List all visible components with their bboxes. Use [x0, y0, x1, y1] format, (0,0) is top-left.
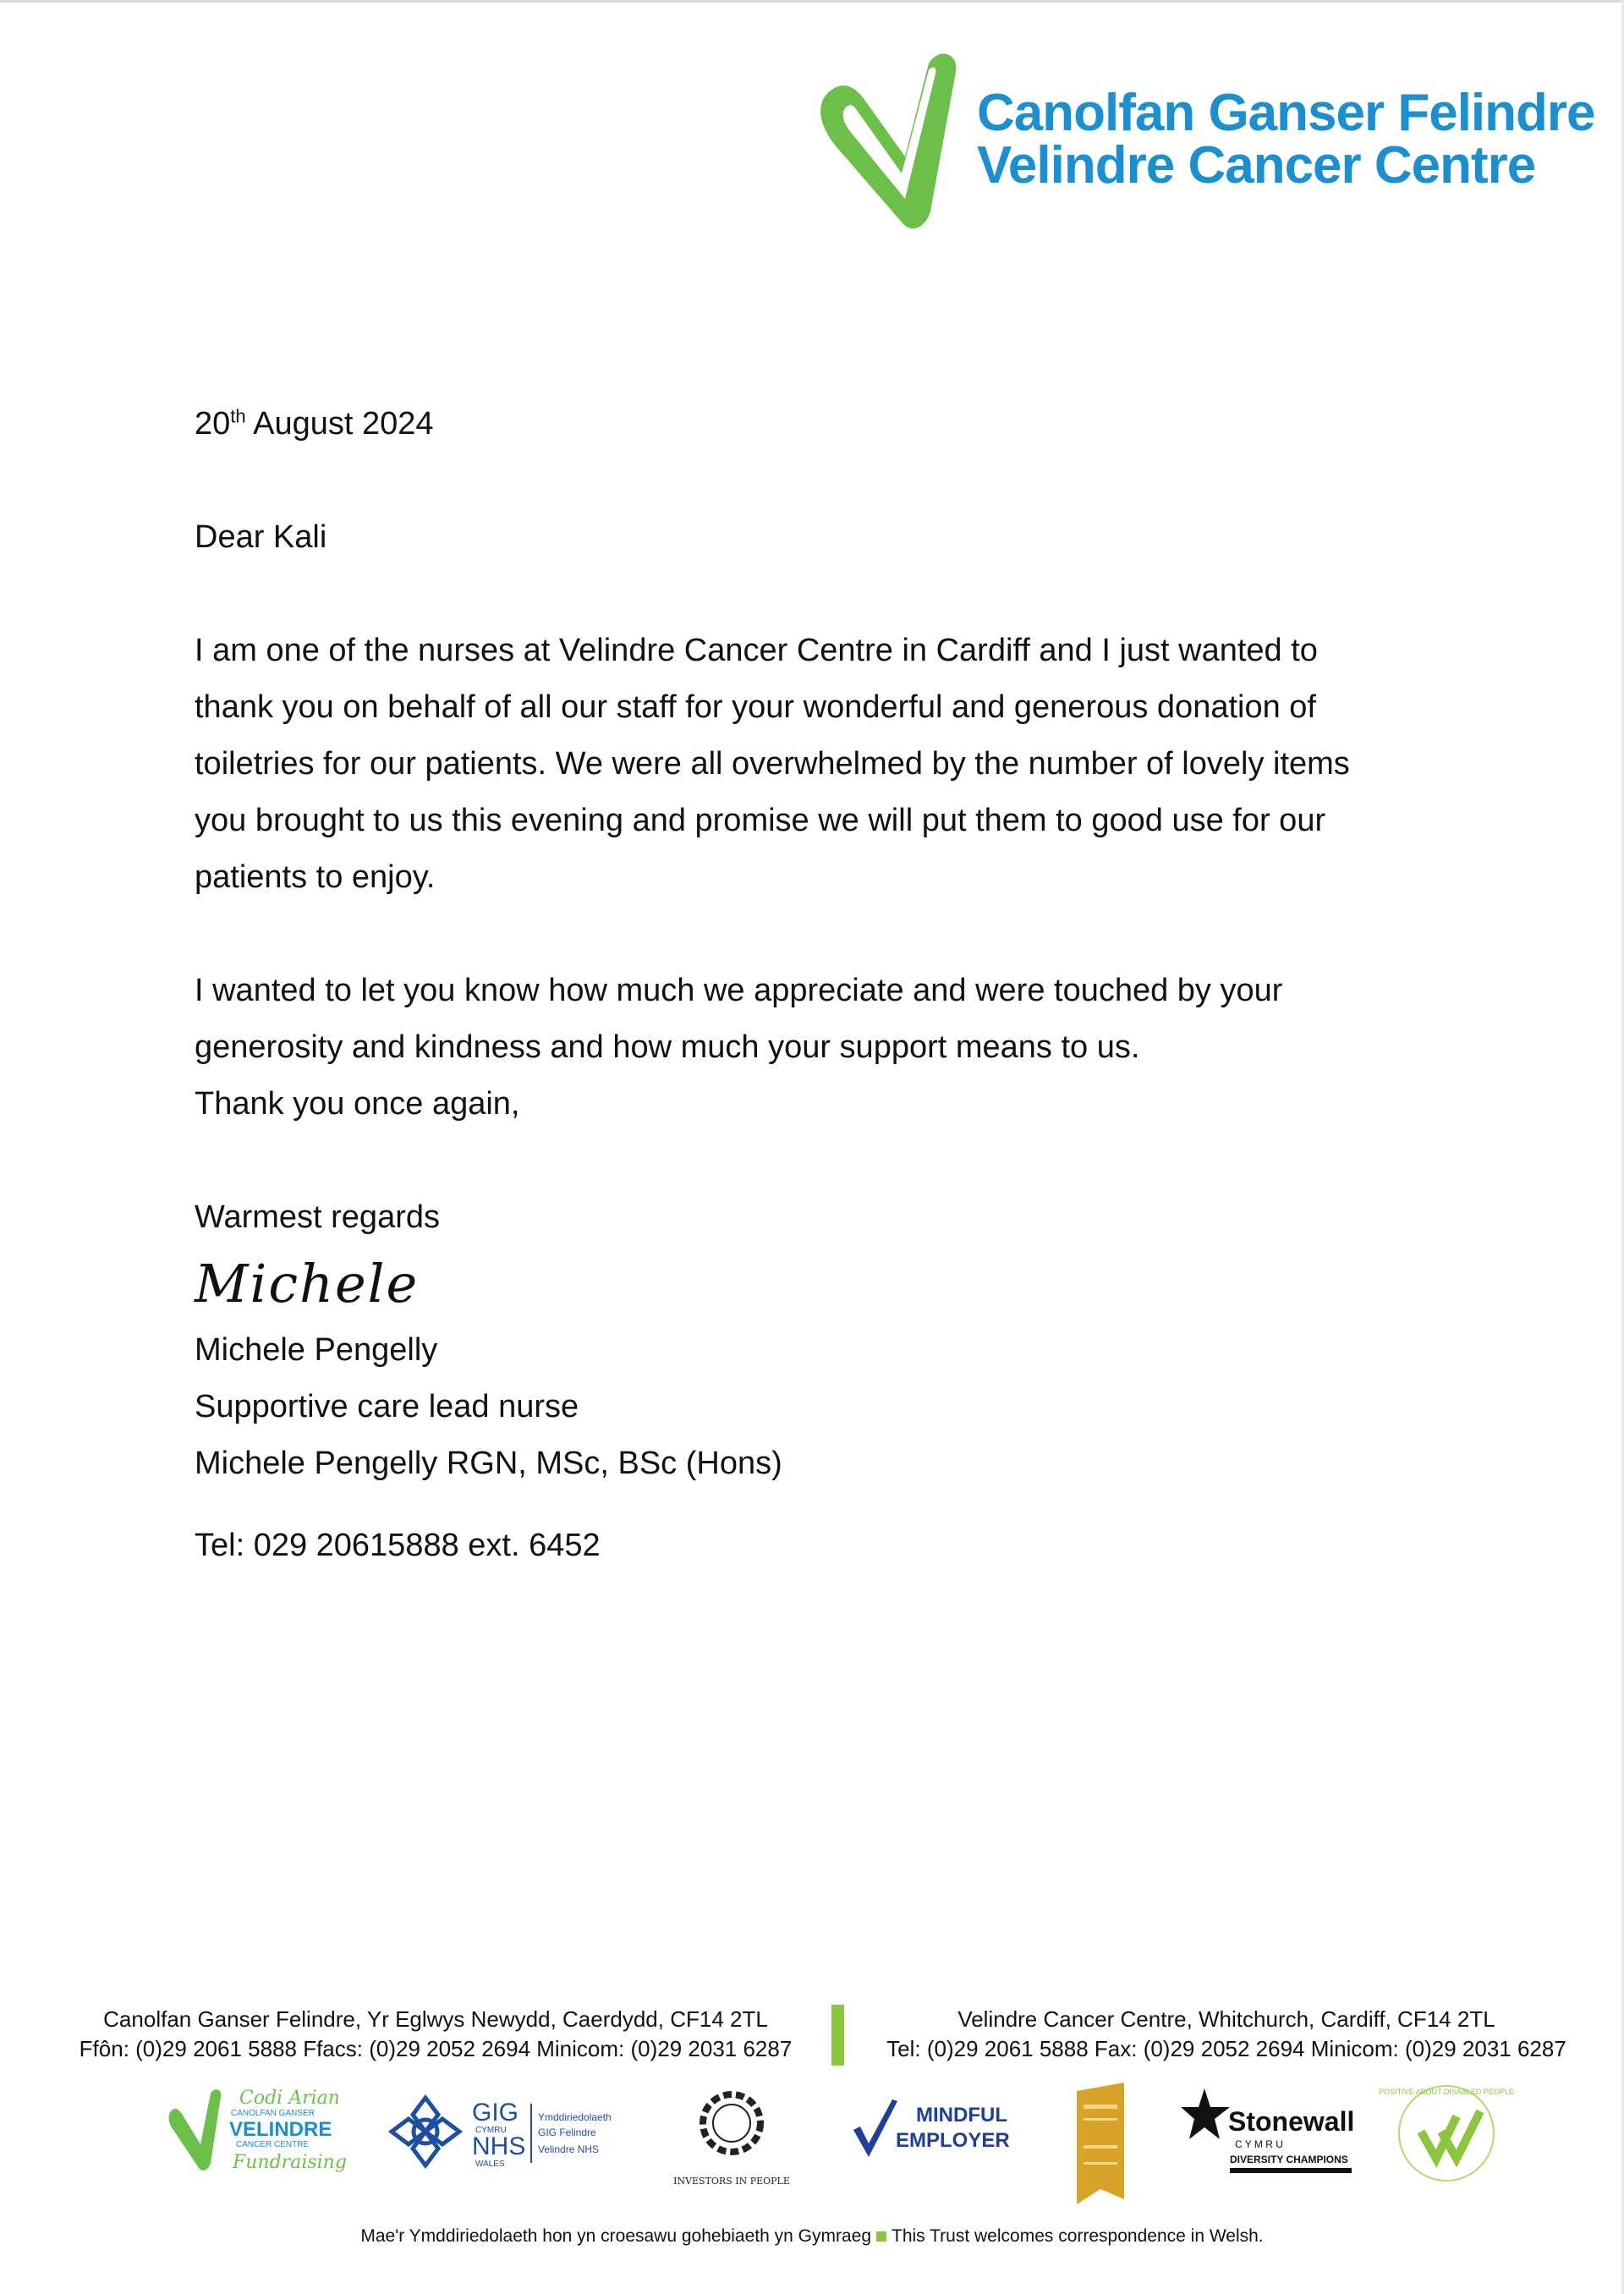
stonewall-star-icon — [1182, 2085, 1360, 2187]
fundraising-bottom-text: Fundraising — [233, 2152, 347, 2173]
accreditation-logos — [0, 2081, 1624, 2208]
page-top-border — [0, 0, 1624, 3]
salutation: Dear Kali — [195, 519, 327, 555]
velindre-logo — [812, 38, 1599, 241]
stonewall-cymru-text: C Y M R U — [1235, 2138, 1283, 2150]
signer-credentials: Michele Pengelly RGN, MSc, BSc (Hons) — [195, 1446, 782, 1481]
paragraph-appreciation-line2: generosity and kindness and how much your support means to us. — [195, 1029, 1140, 1065]
mindful-line2: EMPLOYER — [896, 2129, 1010, 2152]
english-phones: Tel: (0)29 2061 5888 Fax: (0)29 2052 2694 Minicom: (0)29 2031 6287 — [886, 2036, 1566, 2061]
signature: Michele — [195, 1253, 420, 1314]
letter-date — [195, 396, 1421, 453]
nhs-wales-text: WALES — [475, 2160, 505, 2169]
stonewall-text: Stonewall — [1228, 2106, 1355, 2137]
stonewall-dc-text: DIVERSITY CHAMPIONS — [1230, 2154, 1348, 2165]
fundraising-sub2-text: CANCER CENTRE — [236, 2140, 310, 2149]
correspondence-statement — [0, 2226, 1624, 2247]
signer-role: Supportive care lead nurse — [195, 1389, 579, 1424]
nhs-cymru-text: CYMRU — [475, 2126, 507, 2135]
logo-welsh-name: Canolfan Ganser Felindre — [977, 84, 1595, 142]
letter-body — [195, 396, 1421, 1574]
date-month-year: August 2024 — [245, 406, 434, 442]
paragraph-thanks: I am one of the nurses at Velindre Cancer Centre in Cardiff and I just wanted to thank you on behalf of all our staff for your wonderful and generous donation of toiletries for our patients. We were all overwhelmed by the number of lovely items you brought to us this evening and promise we will put them to good use for our patients to enjoy. — [195, 633, 1350, 895]
footer-welsh-contact — [63, 2005, 808, 2064]
fundraising-main-text: VELINDRE — [229, 2118, 332, 2141]
gold-award-logo — [1070, 2081, 1131, 2206]
english-address: Velindre Cancer Centre, Whitchurch, Cardiff, CF14 2TL — [957, 2006, 1495, 2032]
investors-text: INVESTORS IN PEOPLE — [673, 2176, 790, 2187]
mindful-employer-logo — [850, 2096, 1019, 2164]
fundraising-logo — [165, 2085, 347, 2178]
paragraph-appreciation-line3: Thank you once again, — [195, 1086, 520, 1122]
investors-in-people-logo — [660, 2081, 804, 2191]
green-square-icon — [876, 2231, 886, 2242]
date-day: 20 — [195, 406, 231, 442]
positive-about-disabled-logo — [1379, 2081, 1522, 2191]
welsh-phones: Ffôn: (0)29 2061 5888 Ffacs: (0)29 2052 2694 Minicom: (0)29 2031 6287 — [79, 2036, 793, 2061]
welsh-statement: Mae'r Ymddiriedolaeth hon yn croesawu gohebiaeth yn Gymraeg — [360, 2226, 871, 2246]
logo-english-name: Velindre Cancer Centre — [977, 136, 1536, 195]
closing: Warmest regards — [195, 1199, 440, 1235]
nhs-trust-line3: Velindre NHS — [538, 2143, 600, 2155]
mindful-line1: MINDFUL — [916, 2104, 1007, 2127]
signer-name: Michele Pengelly — [195, 1332, 438, 1368]
nhs-nhs-text: NHS — [472, 2132, 526, 2160]
nhs-trust-line2: GIG Felindre — [538, 2127, 596, 2138]
heart-check-icon — [812, 38, 973, 241]
fundraising-top-text: Codi Arian — [239, 2088, 340, 2109]
positive-ticks-icon — [1379, 2081, 1522, 2191]
positive-text: POSITIVE ABOUT DISABLED PEOPLE — [1379, 2088, 1514, 2096]
mindful-check-icon — [850, 2096, 1019, 2164]
nhs-trust-line1: Ymddiriedolaeth — [538, 2111, 612, 2123]
fundraising-heart-icon — [165, 2085, 347, 2178]
paragraph-appreciation-line1: I wanted to let you know how much we appreciate and were touched by your — [195, 973, 1283, 1008]
stonewall-logo — [1182, 2085, 1360, 2187]
nhs-wales-logo — [387, 2094, 624, 2174]
english-statement: This Trust welcomes correspondence in Welsh. — [892, 2226, 1264, 2246]
nhs-gig-text: GIG — [472, 2099, 519, 2127]
fundraising-sub-text: CANOLFAN GANSER — [231, 2109, 315, 2118]
signer-telephone: Tel: 029 20615888 ext. 6452 — [195, 1528, 601, 1563]
footer-divider — [831, 2005, 844, 2066]
laurel-wreath-icon — [660, 2081, 804, 2191]
date-suffix: th — [230, 405, 246, 427]
nhs-wales-emblem-icon — [387, 2094, 624, 2174]
welsh-address: Canolfan Ganser Felindre, Yr Eglwys Newydd, Caerdydd, CF14 2TL — [103, 2006, 768, 2032]
logo-wordmark — [977, 84, 1595, 195]
footer-english-contact — [880, 2005, 1573, 2064]
gold-ribbon-icon — [1070, 2081, 1131, 2206]
